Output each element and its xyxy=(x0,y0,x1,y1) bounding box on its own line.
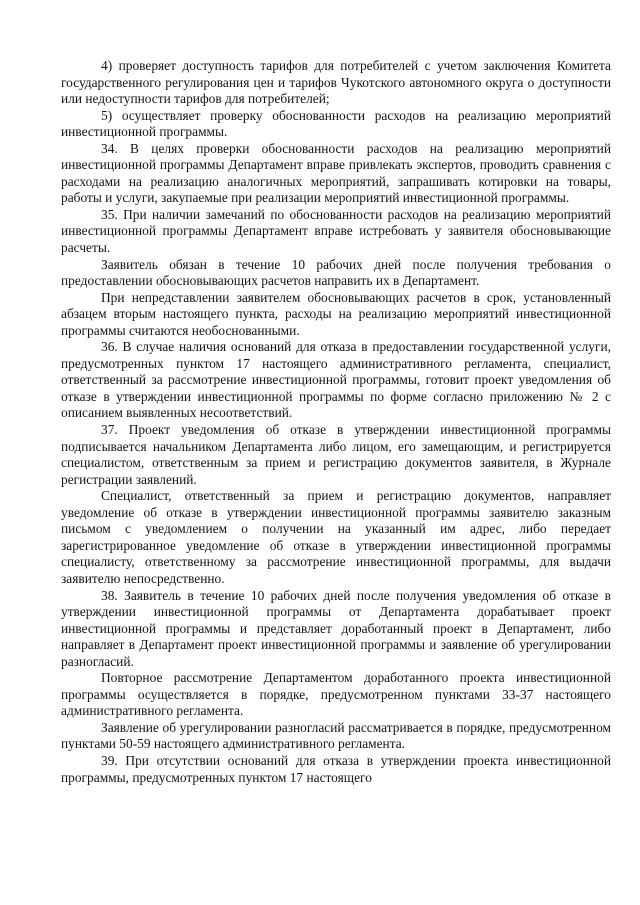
paragraph-38: 38. Заявитель в течение 10 рабочих дней после получения уведомления об отказе в утверждении инвестиционной программы от Департамента дорабатывает проект инвестиционной программы и представляет доработанный проект в Департамент, либо направляет в Департамент проект инвестиционной программы и заявление об урегулировании разногласий. xyxy=(61,587,611,669)
paragraph-35-applicant-duty: Заявитель обязан в течение 10 рабочих дней после получения требования о предоставлении обосновывающих расчетов направить их в Департамент. xyxy=(61,256,611,289)
paragraph-35: 35. При наличии замечаний по обоснованности расходов на реализацию мероприятий инвестиционной программы Департамент вправе истребовать у заявителя обосновывающие расчеты. xyxy=(61,206,611,256)
paragraph-34: 34. В целях проверки обоснованности расходов на реализацию мероприятий инвестиционной программы Департамент вправе привлекать экспертов, проводить сравнения с расходами на реализацию аналогичных мероприятий, запрашивать котировки на товары, работы и услуги, закупаемые при реализации мероприятий инвестиционной программы. xyxy=(61,140,611,206)
paragraph-35-non-submission: При непредставлении заявителем обосновывающих расчетов в срок, установленный абзацем вторым настоящего пункта, расходы на реализацию мероприятий инвестиционной программы считаются необоснованными. xyxy=(61,289,611,338)
paragraph-item-5-cost-verification: 5) осуществляет проверку обоснованности расходов на реализацию мероприятий инвестиционной программы. xyxy=(61,107,611,140)
paragraph-37-specialist: Специалист, ответственный за прием и регистрацию документов, направляет уведомление об отказе в утверждении инвестиционной программы заявителю заказным письмом с уведомлением о получении на указанный им адрес, либо передает зарегистрированное уведомление об отказе в утверждении инвестиционной программы специалисту, ответственному за рассмотрение инвестиционной программы, для выдачи заявителю непосредственно. xyxy=(61,488,611,586)
paragraph-38-disagreement: Заявление об урегулировании разногласий рассматривается в порядке, предусмотренном пунктами 50-59 настоящего административного регламента. xyxy=(61,719,611,752)
paragraph-item-4-tariff-availability: 4) проверяет доступность тарифов для потребителей с учетом заключения Комитета государственного регулирования цен и тарифов Чукотского автономного округа о доступности или недоступности тарифов для потребителей; xyxy=(61,58,611,107)
paragraph-38-repeat-review: Повторное рассмотрение Департаментом доработанного проекта инвестиционной программы осуществляется в порядке, предусмотренном пунктами 33-37 настоящего административного регламента. xyxy=(61,670,611,719)
paragraph-36: 36. В случае наличия оснований для отказа в предоставлении государственной услуги, предусмотренных пунктом 17 настоящего административного регламента, специалист, ответственный за рассмотрение инвестиционной программы, готовит проект уведомления об отказе в утверждении инвестиционной программы по форме согласно приложению № 2 с описанием выявленных несоответствий. xyxy=(61,339,611,421)
document-page xyxy=(61,58,611,786)
paragraph-39: 39. При отсутствии оснований для отказа в утверждении проекта инвестиционной программы, предусмотренных пунктом 17 настоящего xyxy=(61,752,611,785)
paragraph-37: 37. Проект уведомления об отказе в утверждении инвестиционной программы подписывается начальником Департамента либо лицом, его замещающим, и регистрируется специалистом, ответственным за прием и регистрацию документов заявителя, в Журнале регистрации заявлений. xyxy=(61,422,611,487)
